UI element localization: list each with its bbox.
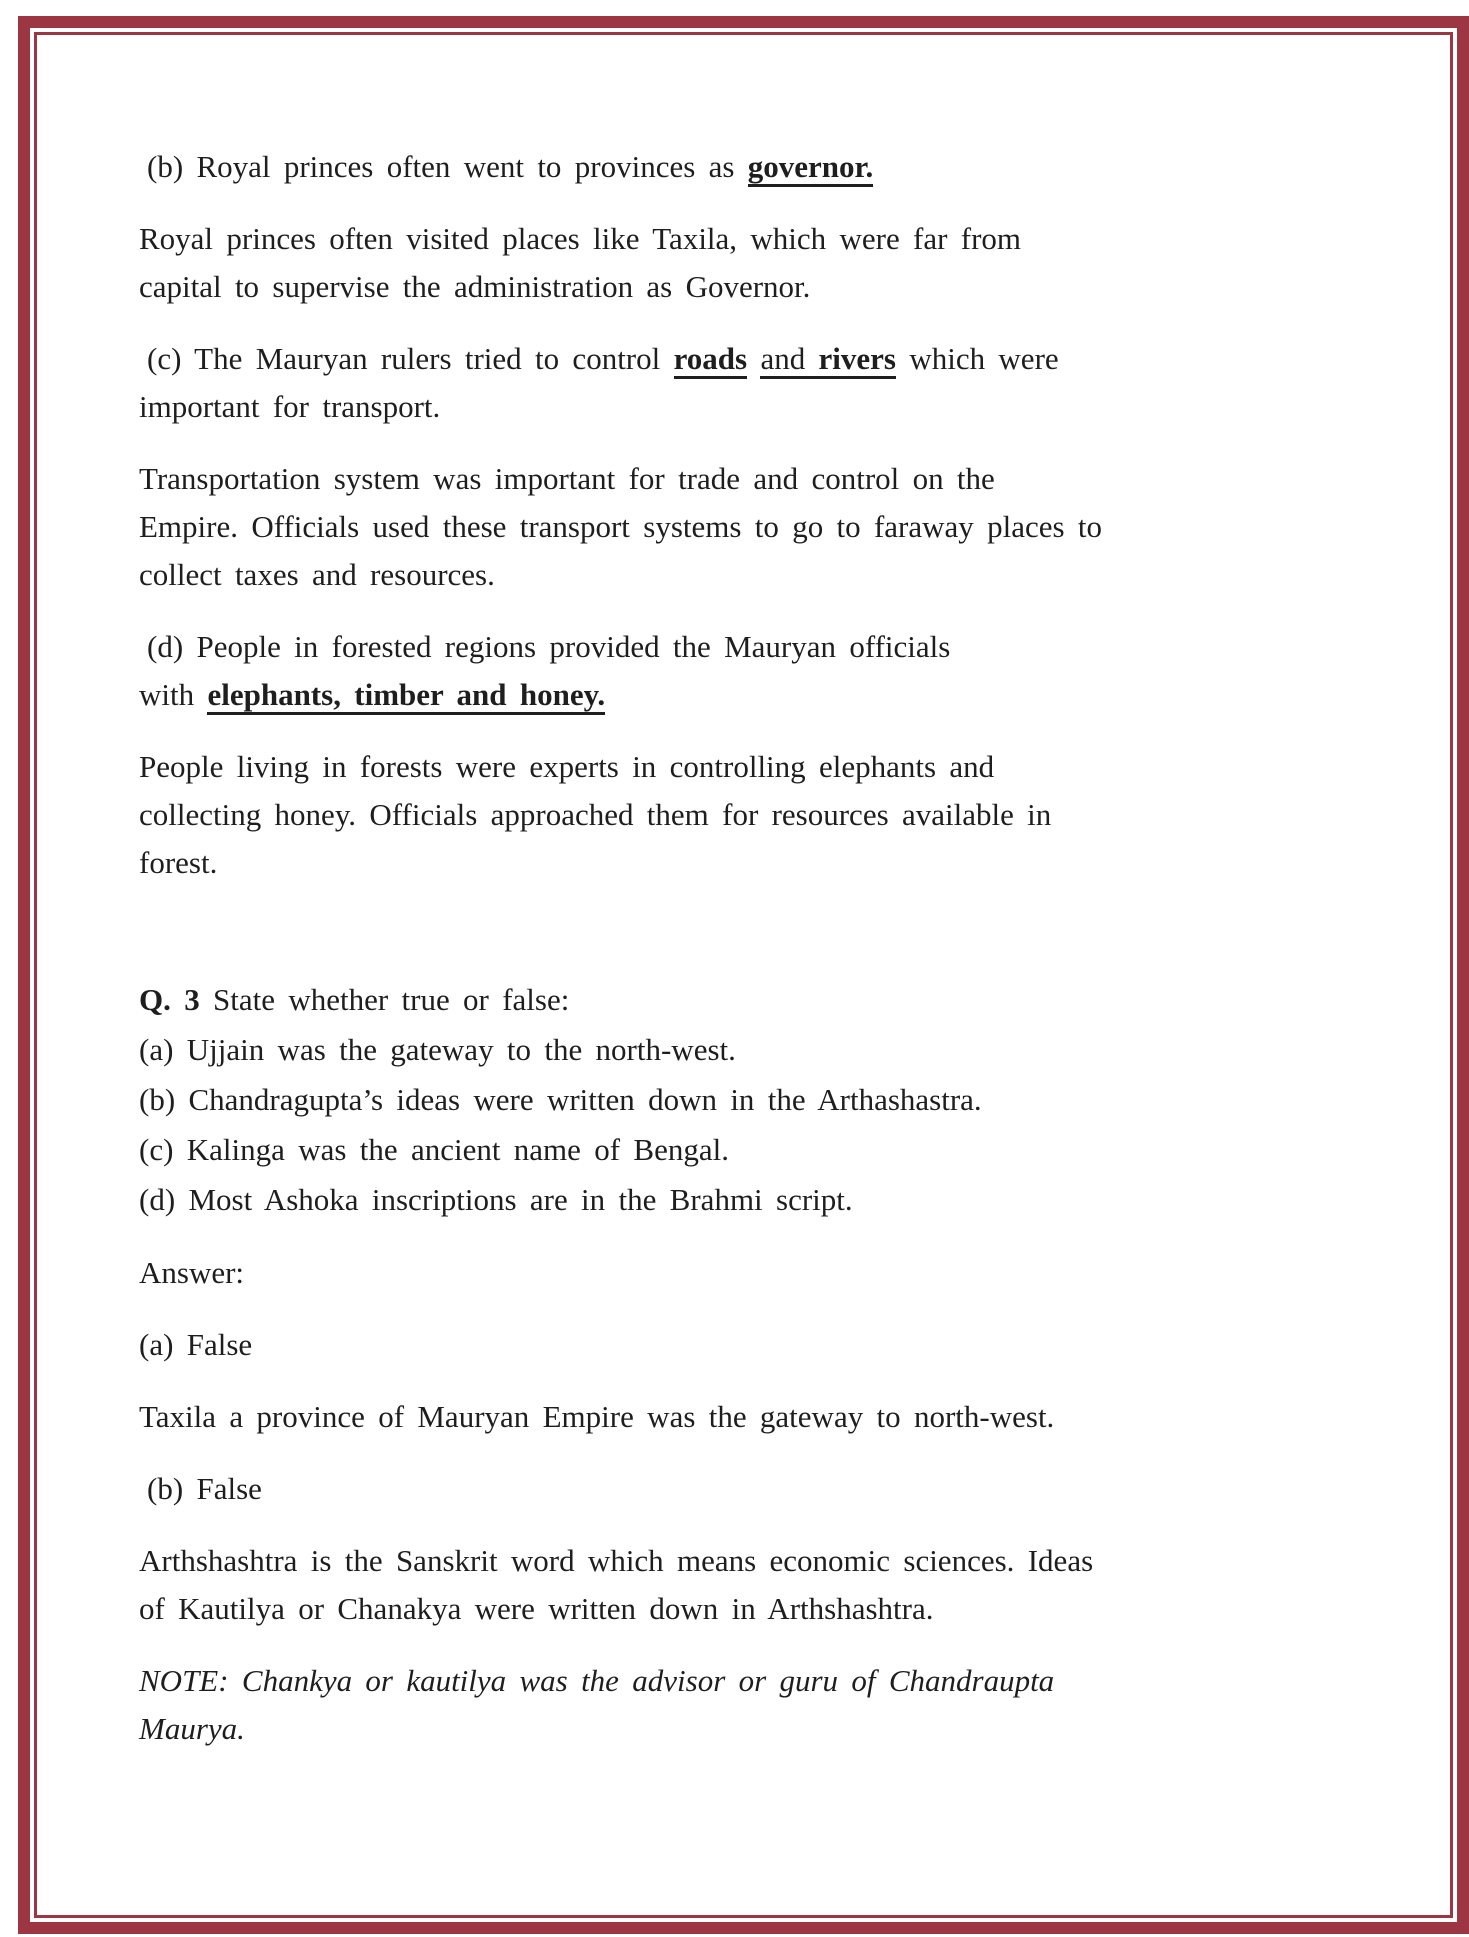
explanation-line: forest.: [139, 845, 218, 880]
statement-b: [139, 143, 1392, 191]
question-3: [139, 975, 1392, 1225]
statement-d-explanation: [139, 743, 1392, 887]
explanation-line: Empire. Officials used these transport systems to go to faraway places to: [139, 509, 1103, 544]
answer-b-verdict-text: (b) False: [147, 1471, 262, 1506]
explanation-line: Arthshashtra is the Sanskrit word which means economic sciences. Ideas: [139, 1543, 1094, 1578]
explanation-line: collect taxes and resources.: [139, 557, 495, 592]
explanation-line: Royal princes often visited places like Taxila, which were far from: [139, 221, 1022, 256]
statement-c-tail: which were: [896, 341, 1059, 376]
question-3-item-b: (b) Chandragupta’s ideas were written down in the Arthashastra.: [139, 1082, 982, 1117]
answer-b-explanation: [139, 1537, 1392, 1633]
highlight-elephants-timber-honey: elephants, timber and honey.: [207, 677, 605, 715]
explanation-line: of Kautilya or Chanakya were written down in Arthshashtra.: [139, 1591, 934, 1626]
highlight-and-rivers: [760, 341, 896, 379]
statement-c-explanation: [139, 455, 1392, 599]
highlight-roads: roads: [674, 341, 748, 379]
question-3-item-a: (a) Ujjain was the gateway to the north-west.: [139, 1032, 736, 1067]
note-line: Maurya.: [139, 1711, 245, 1746]
question-3-label: Q. 3: [139, 982, 200, 1017]
highlight-governor: governor.: [748, 149, 873, 187]
statement-d: [139, 623, 1392, 719]
statement-c: [139, 335, 1392, 431]
document-content: [37, 35, 1432, 1902]
statement-d-line1: (d) People in forested regions provided the Mauryan officials: [147, 629, 951, 664]
question-3-item-c: (c) Kalinga was the ancient name of Bengal.: [139, 1132, 729, 1167]
explanation-line: capital to supervise the administration as Governor.: [139, 269, 811, 304]
statement-c-text: (c) The Mauryan rulers tried to control: [147, 341, 674, 376]
note-line: NOTE: Chankya or kautilya was the advisor or guru of Chandraupta: [139, 1663, 1055, 1698]
answer-b-verdict: [139, 1465, 1392, 1513]
explanation-line: collecting honey. Officials approached them for resources available in: [139, 797, 1052, 832]
underlined-and: and: [760, 341, 819, 376]
answer-note: [139, 1657, 1392, 1753]
statement-b-explanation: [139, 215, 1392, 311]
answer-a-explanation: Taxila a province of Mauryan Empire was the gateway to north-west.: [139, 1399, 1055, 1434]
statement-d-line2-pre: with: [139, 677, 208, 712]
statement-c-line2: important for transport.: [139, 389, 441, 424]
question-3-intro: State whether true or false:: [199, 982, 570, 1017]
answer-heading: Answer:: [139, 1255, 245, 1290]
highlight-rivers: rivers: [818, 341, 896, 376]
explanation-line: Transportation system was important for trade and control on the: [139, 461, 995, 496]
answer-a-verdict: (a) False: [139, 1327, 253, 1362]
statement-b-text: (b) Royal princes often went to provinces as: [147, 149, 748, 184]
question-3-item-d: (d) Most Ashoka inscriptions are in the Brahmi script.: [139, 1182, 853, 1217]
explanation-line: People living in forests were experts in controlling elephants and: [139, 749, 995, 784]
